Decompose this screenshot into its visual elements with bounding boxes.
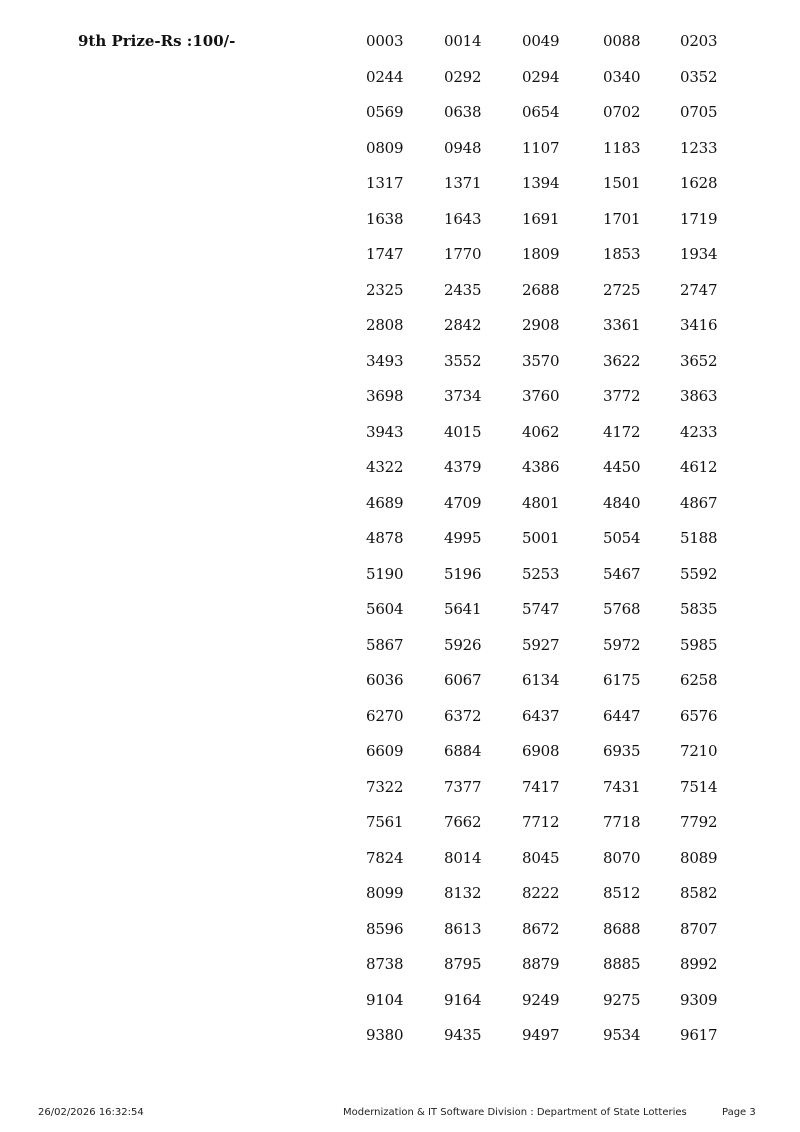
winning-number: 1628 — [680, 174, 718, 192]
number-row — [366, 422, 746, 458]
winning-number: 4878 — [366, 529, 404, 547]
winning-number: 1371 — [444, 174, 482, 192]
winning-number: 1719 — [680, 209, 718, 228]
winning-number: 1934 — [680, 245, 718, 263]
winning-number: 7561 — [366, 813, 404, 831]
winning-number: 6609 — [366, 742, 404, 760]
winning-number: 0088 — [603, 32, 641, 50]
winning-number: 3943 — [366, 422, 404, 441]
winning-number: 3760 — [522, 387, 560, 405]
winning-number: 5190 — [366, 564, 404, 583]
winning-number: 0049 — [522, 32, 560, 50]
number-row — [366, 457, 746, 493]
number-row — [366, 315, 746, 351]
footer-page-number: Page 3 — [722, 1107, 756, 1118]
winning-number: 4840 — [603, 493, 641, 512]
winning-number: 5196 — [444, 564, 482, 583]
winning-number: 3698 — [366, 387, 404, 405]
winning-number: 8672 — [522, 919, 560, 938]
number-row — [366, 31, 746, 67]
winning-number: 0294 — [522, 67, 560, 86]
winning-number: 5467 — [603, 564, 641, 583]
winning-number: 9164 — [444, 990, 482, 1009]
winning-number: 1233 — [680, 138, 718, 157]
winning-number: 2688 — [522, 280, 560, 299]
winning-number: 0244 — [366, 67, 404, 86]
number-row — [366, 138, 746, 174]
winning-number: 2808 — [366, 316, 404, 334]
winning-number: 9435 — [444, 1026, 482, 1044]
winning-number: 1747 — [366, 245, 404, 263]
number-row — [366, 706, 746, 742]
winning-number: 5926 — [444, 635, 482, 654]
winning-number: 6372 — [444, 706, 482, 725]
winning-number: 8885 — [603, 955, 641, 973]
winning-number: 5592 — [680, 564, 718, 583]
winning-number: 5253 — [522, 564, 560, 583]
winning-number: 4801 — [522, 493, 560, 512]
winning-number: 4386 — [522, 458, 560, 476]
winning-number: 5867 — [366, 635, 404, 654]
winning-number: 1317 — [366, 174, 404, 192]
winning-number: 7377 — [444, 777, 482, 796]
winning-number: 0569 — [366, 103, 404, 121]
winning-number: 5001 — [522, 529, 560, 547]
winning-number: 4867 — [680, 493, 718, 512]
winning-number: 0340 — [603, 67, 641, 86]
winning-number: 2908 — [522, 316, 560, 334]
winning-number: 6134 — [522, 671, 560, 689]
number-row — [366, 564, 746, 600]
number-row — [366, 493, 746, 529]
number-row — [366, 209, 746, 245]
winning-number: 7210 — [680, 742, 718, 760]
winning-number: 4689 — [366, 493, 404, 512]
number-row — [366, 919, 746, 955]
winning-number: 4995 — [444, 529, 482, 547]
winning-number: 1638 — [366, 209, 404, 228]
winning-number: 5054 — [603, 529, 641, 547]
winning-number: 1770 — [444, 245, 482, 263]
number-row — [366, 280, 746, 316]
winning-number: 5835 — [680, 600, 718, 618]
winning-number: 5927 — [522, 635, 560, 654]
winning-number: 2435 — [444, 280, 482, 299]
winning-number: 4379 — [444, 458, 482, 476]
winning-number: 0705 — [680, 103, 718, 121]
number-row — [366, 1025, 746, 1061]
winning-number: 8596 — [366, 919, 404, 938]
winning-numbers-grid — [366, 31, 746, 1061]
winning-number: 6576 — [680, 706, 718, 725]
number-row — [366, 635, 746, 671]
winning-number: 1501 — [603, 174, 641, 192]
number-row — [366, 990, 746, 1026]
winning-number: 7712 — [522, 813, 560, 831]
winning-number: 1691 — [522, 209, 560, 228]
winning-number: 4322 — [366, 458, 404, 476]
winning-number: 4015 — [444, 422, 482, 441]
winning-number: 5641 — [444, 600, 482, 618]
winning-number: 3734 — [444, 387, 482, 405]
winning-number: 3552 — [444, 351, 482, 370]
winning-number: 7431 — [603, 777, 641, 796]
winning-number: 8222 — [522, 884, 560, 902]
winning-number: 2747 — [680, 280, 718, 299]
winning-number: 9380 — [366, 1026, 404, 1044]
winning-number: 8613 — [444, 919, 482, 938]
number-row — [366, 777, 746, 813]
winning-number: 8582 — [680, 884, 718, 902]
winning-number: 4450 — [603, 458, 641, 476]
prize-heading: 9th Prize-Rs :100/- — [78, 32, 236, 50]
winning-number: 6036 — [366, 671, 404, 689]
winning-number: 4062 — [522, 422, 560, 441]
winning-number: 4233 — [680, 422, 718, 441]
winning-number: 5188 — [680, 529, 718, 547]
winning-number: 1809 — [522, 245, 560, 263]
winning-number: 0948 — [444, 138, 482, 157]
winning-number: 9534 — [603, 1026, 641, 1044]
winning-number: 8070 — [603, 848, 641, 867]
winning-number: 0352 — [680, 67, 718, 86]
number-row — [366, 670, 746, 706]
winning-number: 9497 — [522, 1026, 560, 1044]
winning-number: 6067 — [444, 671, 482, 689]
winning-number: 5768 — [603, 600, 641, 618]
winning-number: 8795 — [444, 955, 482, 973]
winning-number: 6258 — [680, 671, 718, 689]
number-row — [366, 599, 746, 635]
number-row — [366, 528, 746, 564]
winning-number: 7322 — [366, 777, 404, 796]
winning-number: 1701 — [603, 209, 641, 228]
winning-number: 9275 — [603, 990, 641, 1009]
winning-number: 6908 — [522, 742, 560, 760]
winning-number: 7792 — [680, 813, 718, 831]
number-row — [366, 102, 746, 138]
winning-number: 8045 — [522, 848, 560, 867]
winning-number: 7824 — [366, 848, 404, 867]
winning-number: 8099 — [366, 884, 404, 902]
number-row — [366, 848, 746, 884]
number-row — [366, 741, 746, 777]
winning-number: 7662 — [444, 813, 482, 831]
winning-number: 0638 — [444, 103, 482, 121]
winning-number: 3652 — [680, 351, 718, 370]
winning-number: 0654 — [522, 103, 560, 121]
winning-number: 9104 — [366, 990, 404, 1009]
number-row — [366, 883, 746, 919]
number-row — [366, 954, 746, 990]
winning-number: 0292 — [444, 67, 482, 86]
winning-number: 0203 — [680, 32, 718, 50]
winning-number: 3361 — [603, 316, 641, 334]
winning-number: 0702 — [603, 103, 641, 121]
winning-number: 1107 — [522, 138, 560, 157]
number-row — [366, 351, 746, 387]
winning-number: 1643 — [444, 209, 482, 228]
winning-number: 9617 — [680, 1026, 718, 1044]
winning-number: 1394 — [522, 174, 560, 192]
winning-number: 2842 — [444, 316, 482, 334]
winning-number: 8879 — [522, 955, 560, 973]
number-row — [366, 173, 746, 209]
winning-number: 6884 — [444, 742, 482, 760]
winning-number: 4612 — [680, 458, 718, 476]
winning-number: 0014 — [444, 32, 482, 50]
page-footer — [0, 1106, 800, 1122]
winning-number: 8132 — [444, 884, 482, 902]
winning-number: 6437 — [522, 706, 560, 725]
winning-number: 0809 — [366, 138, 404, 157]
winning-number: 9249 — [522, 990, 560, 1009]
winning-number: 7417 — [522, 777, 560, 796]
winning-number: 1183 — [603, 138, 641, 157]
winning-number: 6447 — [603, 706, 641, 725]
winning-number: 3772 — [603, 387, 641, 405]
winning-number: 7718 — [603, 813, 641, 831]
number-row — [366, 67, 746, 103]
winning-number: 8014 — [444, 848, 482, 867]
number-row — [366, 386, 746, 422]
number-row — [366, 812, 746, 848]
winning-number: 8738 — [366, 955, 404, 973]
winning-number: 3570 — [522, 351, 560, 370]
footer-timestamp: 26/02/2026 16:32:54 — [38, 1107, 144, 1118]
winning-number: 3863 — [680, 387, 718, 405]
winning-number: 5604 — [366, 600, 404, 618]
winning-number: 6175 — [603, 671, 641, 689]
winning-number: 8707 — [680, 919, 718, 938]
winning-number: 3493 — [366, 351, 404, 370]
winning-number: 9309 — [680, 990, 718, 1009]
winning-number: 4172 — [603, 422, 641, 441]
winning-number: 4709 — [444, 493, 482, 512]
winning-number: 6935 — [603, 742, 641, 760]
winning-number: 1853 — [603, 245, 641, 263]
winning-number: 8089 — [680, 848, 718, 867]
winning-number: 5747 — [522, 600, 560, 618]
winning-number: 7514 — [680, 777, 718, 796]
winning-number: 0003 — [366, 32, 404, 50]
winning-number: 6270 — [366, 706, 404, 725]
winning-number: 8992 — [680, 955, 718, 973]
winning-number: 3622 — [603, 351, 641, 370]
number-row — [366, 244, 746, 280]
winning-number: 2725 — [603, 280, 641, 299]
winning-number: 5985 — [680, 635, 718, 654]
winning-number: 2325 — [366, 280, 404, 299]
winning-number: 8688 — [603, 919, 641, 938]
footer-division-label: Modernization & IT Software Division : Department of State Lotteries — [343, 1107, 687, 1118]
winning-number: 8512 — [603, 884, 641, 902]
winning-number: 3416 — [680, 316, 718, 334]
winning-number: 5972 — [603, 635, 641, 654]
